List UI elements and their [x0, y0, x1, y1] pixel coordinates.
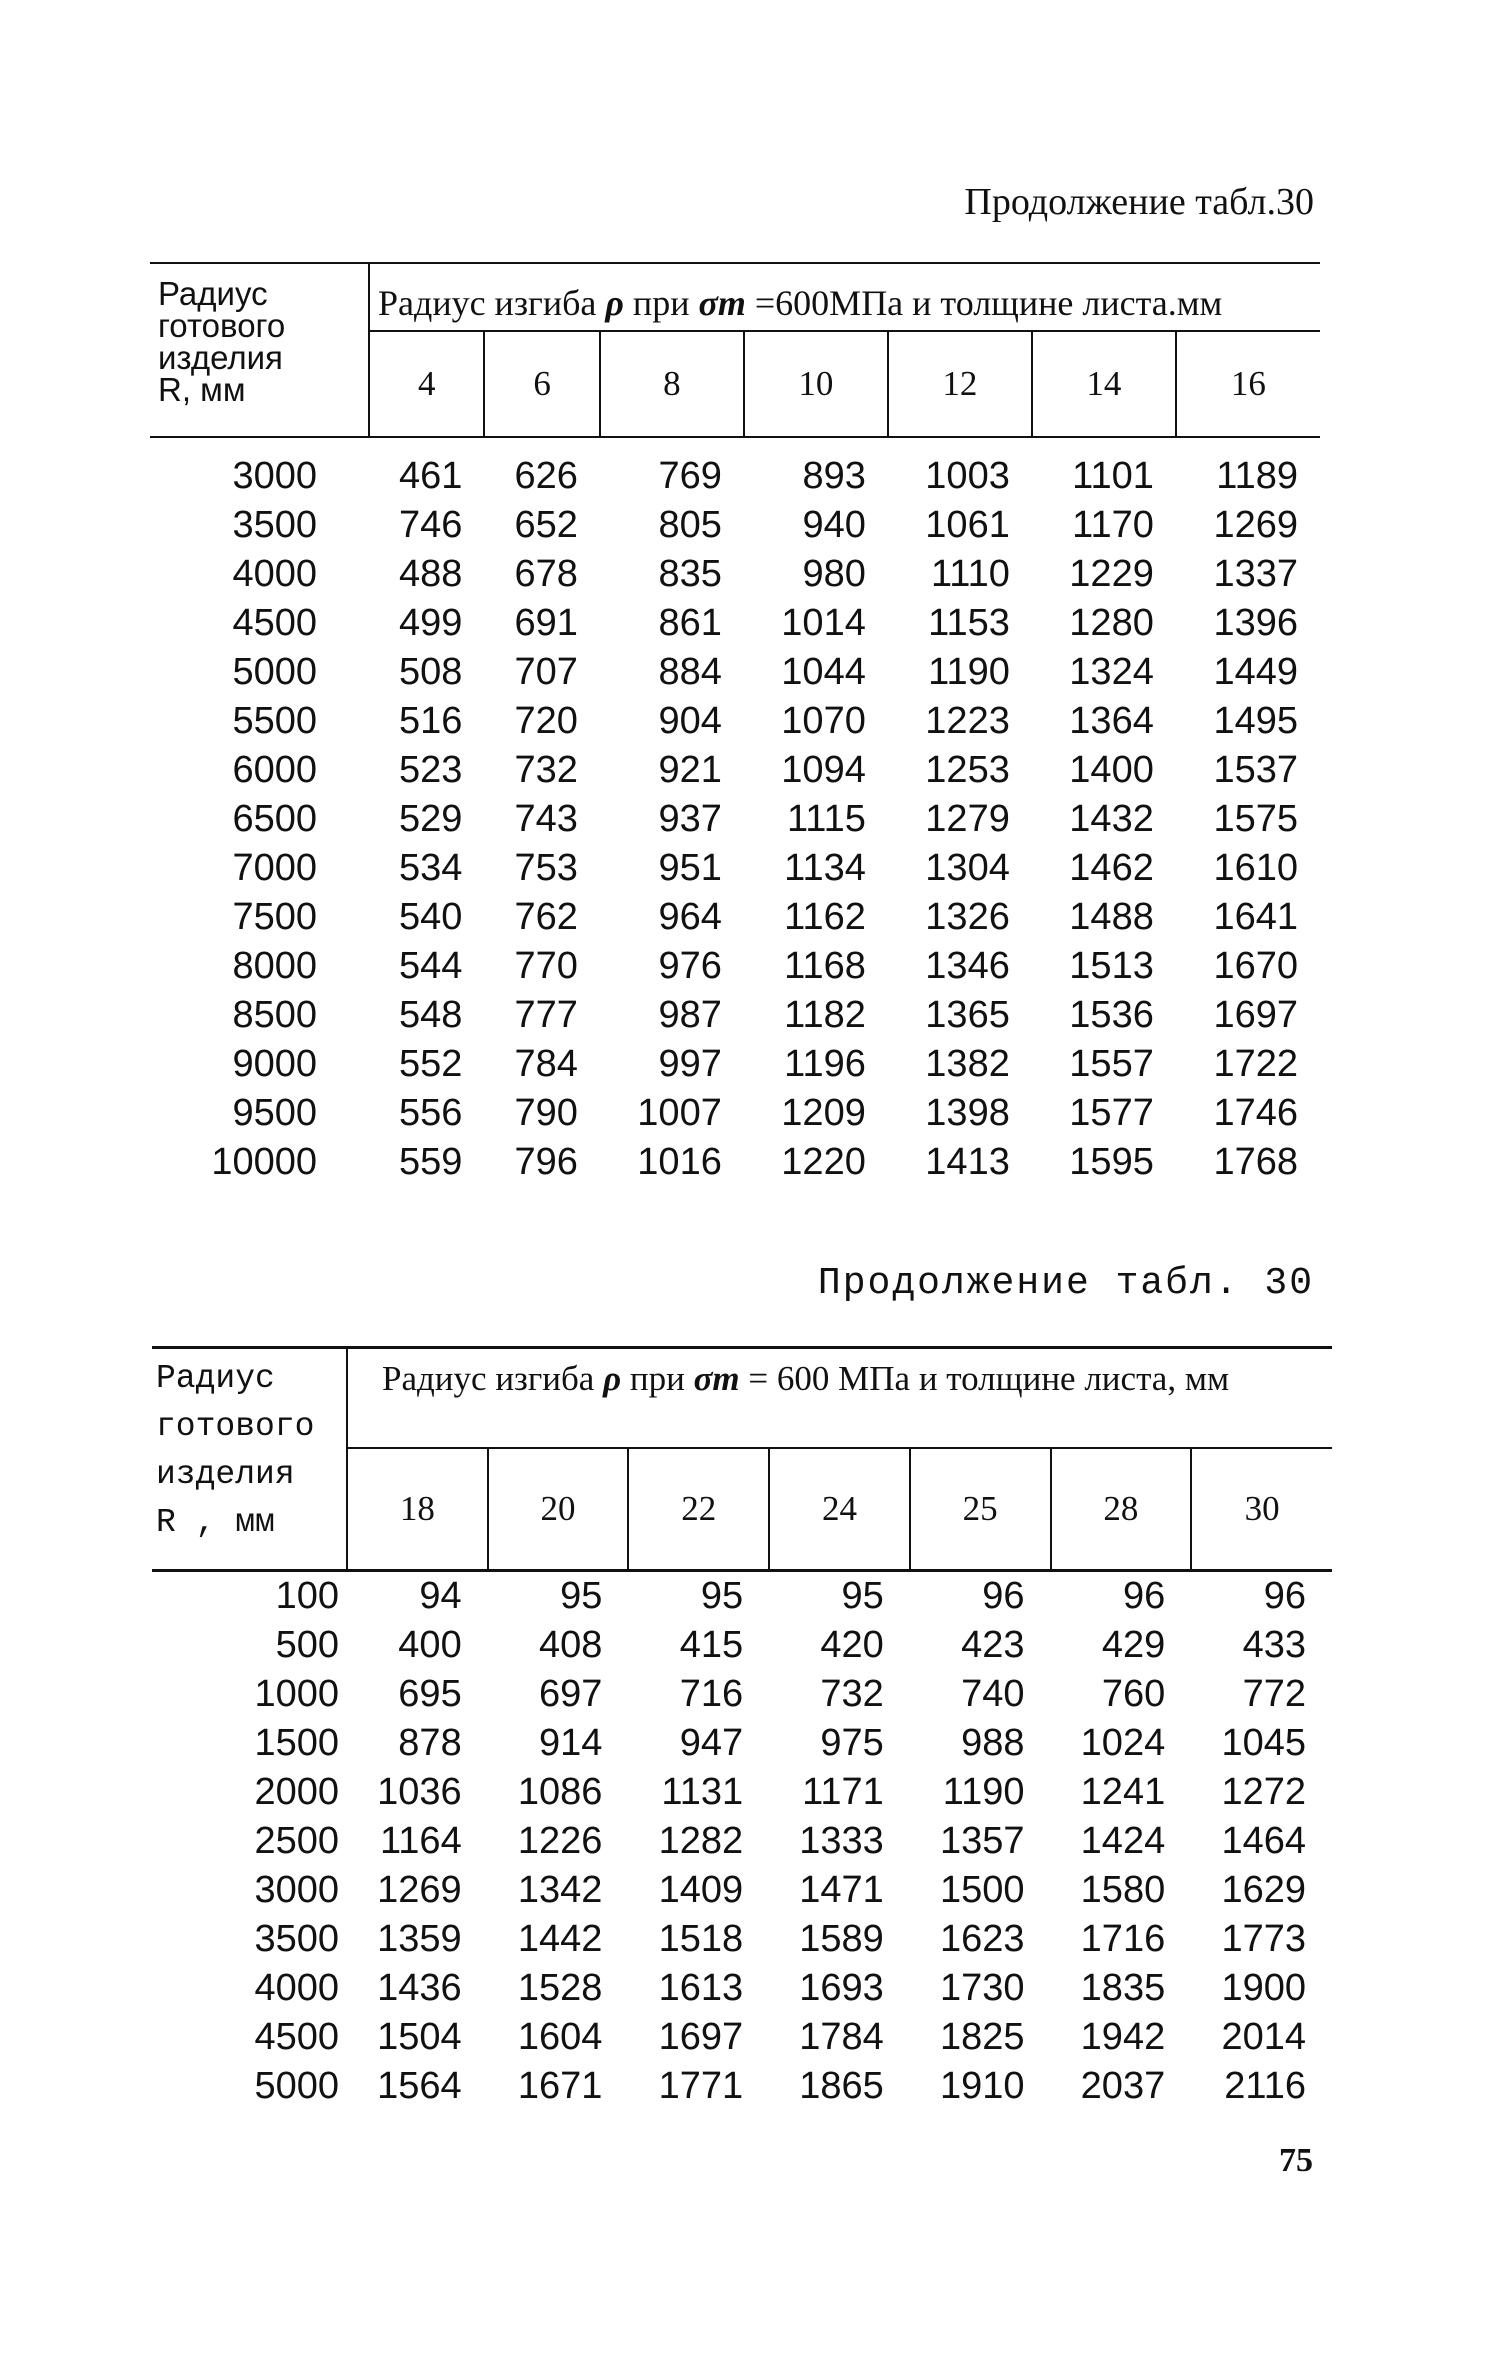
value-cell: 1595 — [1069, 1141, 1154, 1183]
value-cell: 1253 — [925, 749, 1010, 791]
value-cell: 1326 — [925, 896, 1010, 938]
value-cell: 1333 — [799, 1819, 884, 1862]
value-cell: 878 — [398, 1721, 462, 1764]
value-cell: 1359 — [377, 1917, 462, 1960]
value-cell: 964 — [658, 896, 722, 938]
value-cell: 1396 — [1213, 602, 1298, 644]
value-cell: 1269 — [377, 1868, 462, 1911]
radius-cell: 500 — [275, 1623, 339, 1666]
radius-cell: 3000 — [232, 455, 317, 497]
rho-symbol: ρ — [605, 283, 624, 323]
value-cell: 697 — [539, 1672, 603, 1715]
value-cell: 1196 — [784, 1043, 866, 1085]
value-cell: 1716 — [1080, 1917, 1166, 1960]
value-cell: 1190 — [942, 1770, 1025, 1813]
thickness-column-header: 30 — [1191, 1448, 1332, 1571]
value-cell: 548 — [399, 994, 463, 1036]
value-cell: 95 — [700, 1574, 744, 1617]
radius-cell: 3000 — [254, 1868, 339, 1911]
value-cell: 1942 — [1080, 2015, 1166, 2058]
value-cell: 1471 — [799, 1868, 884, 1911]
value-cell: 1241 — [1080, 1770, 1166, 1813]
value-cell: 1168 — [784, 945, 866, 987]
value-cell: 1007 — [637, 1092, 722, 1134]
radius-cell: 100 — [275, 1574, 339, 1617]
value-cell: 921 — [658, 749, 722, 791]
table-row — [150, 437, 1320, 501]
value-cell: 1229 — [1069, 553, 1154, 595]
value-cell: 1575 — [1213, 798, 1298, 840]
value-cell: 1641 — [1213, 896, 1298, 938]
radius-cell: 5500 — [232, 700, 317, 742]
value-cell: 1436 — [377, 1966, 462, 2009]
value-cell: 1464 — [1221, 1819, 1306, 1862]
value-cell: 987 — [658, 994, 722, 1036]
value-cell: 95 — [841, 1574, 884, 1617]
value-cell: 1697 — [1213, 994, 1298, 1036]
thickness-column-header: 6 — [484, 331, 599, 437]
table-row — [150, 648, 1320, 697]
thickness-span-header — [369, 263, 1320, 331]
radius-cell: 2500 — [254, 1819, 339, 1862]
value-cell: 1462 — [1069, 847, 1154, 889]
value-cell: 1045 — [1221, 1721, 1306, 1764]
value-cell: 1413 — [925, 1141, 1010, 1183]
thickness-column-header: 20 — [488, 1448, 629, 1571]
value-cell: 1036 — [377, 1770, 462, 1813]
value-cell: 1398 — [925, 1092, 1010, 1134]
value-cell: 1722 — [1213, 1043, 1298, 1085]
value-cell: 1014 — [781, 602, 866, 644]
radius-cell: 1500 — [254, 1721, 339, 1764]
value-cell: 1449 — [1213, 651, 1298, 693]
value-cell: 1528 — [517, 1966, 603, 2009]
radius-cell: 4000 — [232, 553, 317, 595]
value-cell: 499 — [399, 602, 463, 644]
value-cell: 1094 — [781, 749, 866, 791]
stub-line: готового — [156, 1408, 315, 1445]
value-cell: 1835 — [1080, 1966, 1166, 2009]
value-cell: 1282 — [658, 1819, 744, 1862]
value-cell: 796 — [514, 1141, 578, 1183]
value-cell: 732 — [820, 1672, 884, 1715]
value-cell: 400 — [398, 1623, 462, 1666]
value-cell: 1746 — [1213, 1092, 1298, 1134]
value-cell: 552 — [399, 1043, 463, 1085]
table-row — [150, 893, 1320, 942]
value-cell: 1773 — [1221, 1917, 1306, 1960]
span-header-text: Радиус изгиба — [378, 283, 606, 323]
value-cell: 835 — [658, 553, 722, 595]
value-cell: 96 — [1122, 1574, 1166, 1617]
table-row — [150, 1089, 1320, 1138]
value-cell: 784 — [514, 1043, 578, 1085]
value-cell: 769 — [658, 455, 722, 497]
thickness-column-header: 25 — [910, 1448, 1051, 1571]
radius-cell: 1000 — [254, 1672, 339, 1715]
value-cell: 1537 — [1213, 749, 1298, 791]
value-cell: 1604 — [517, 2015, 603, 2058]
value-cell: 433 — [1242, 1623, 1306, 1666]
table-row — [150, 942, 1320, 991]
value-cell: 1504 — [377, 2015, 462, 2058]
table1-caption: Продолжение табл.30 — [964, 181, 1314, 223]
table-row — [152, 1670, 1332, 1719]
value-cell: 1500 — [939, 1868, 1025, 1911]
value-cell: 1409 — [658, 1868, 744, 1911]
value-cell: 947 — [679, 1721, 744, 1764]
value-cell: 746 — [399, 504, 463, 546]
value-cell: 1589 — [799, 1917, 884, 1960]
value-cell: 94 — [419, 1574, 462, 1617]
value-cell: 556 — [399, 1092, 463, 1134]
value-cell: 988 — [961, 1721, 1025, 1764]
span-header-text: = 600 МПа и толщине листа, мм — [739, 1359, 1230, 1398]
stub-line: Радиус — [156, 1360, 275, 1397]
value-cell: 540 — [399, 896, 463, 938]
radius-cell: 2000 — [254, 1770, 339, 1813]
value-cell: 95 — [560, 1574, 603, 1617]
value-cell: 1003 — [925, 455, 1010, 497]
value-cell: 1495 — [1213, 700, 1298, 742]
thickness-column-header: 14 — [1032, 331, 1176, 437]
value-cell: 1115 — [786, 798, 866, 840]
radius-cell: 3500 — [254, 1917, 339, 1960]
value-cell: 940 — [802, 504, 866, 546]
span-header-text: при — [621, 1359, 694, 1398]
stub-line: готового — [158, 307, 286, 344]
value-cell: 2014 — [1221, 2015, 1306, 2058]
value-cell: 1024 — [1080, 1721, 1166, 1764]
value-cell: 1342 — [517, 1868, 603, 1911]
value-cell: 893 — [802, 455, 866, 497]
value-cell: 1671 — [517, 2064, 603, 2107]
value-cell: 678 — [514, 553, 578, 595]
value-cell: 1269 — [1213, 504, 1298, 546]
value-cell: 716 — [679, 1672, 744, 1715]
table-row — [150, 1040, 1320, 1089]
table-row — [150, 844, 1320, 893]
value-cell: 559 — [399, 1141, 463, 1183]
value-cell: 1432 — [1069, 798, 1154, 840]
value-cell: 695 — [398, 1672, 462, 1715]
value-cell: 429 — [1101, 1623, 1166, 1666]
table-row — [150, 599, 1320, 648]
value-cell: 1382 — [925, 1043, 1010, 1085]
value-cell: 884 — [658, 651, 722, 693]
value-cell: 1134 — [784, 847, 866, 889]
radius-cell: 7500 — [232, 896, 317, 938]
value-cell: 516 — [399, 700, 463, 742]
value-cell: 1357 — [939, 1819, 1025, 1862]
stub-header — [150, 263, 369, 437]
table-row — [152, 1570, 1332, 1621]
value-cell: 1162 — [784, 896, 866, 938]
thickness-column-header: 28 — [1051, 1448, 1192, 1571]
value-cell: 461 — [399, 455, 463, 497]
value-cell: 1337 — [1213, 553, 1298, 595]
table-row — [150, 501, 1320, 550]
thickness-column-header: 16 — [1176, 331, 1320, 437]
value-cell: 805 — [658, 504, 722, 546]
bend-radius-table-1 — [150, 262, 1320, 1187]
value-cell: 1272 — [1221, 1770, 1306, 1813]
value-cell: 1613 — [658, 1966, 744, 2009]
value-cell: 1693 — [799, 1966, 884, 2009]
value-cell: 976 — [658, 945, 722, 987]
stub-header — [152, 1348, 347, 1571]
radius-cell: 5000 — [254, 2064, 339, 2107]
value-cell: 1061 — [925, 504, 1010, 546]
value-cell: 1623 — [939, 1917, 1025, 1960]
value-cell: 2116 — [1224, 2064, 1306, 2107]
value-cell: 544 — [399, 945, 463, 987]
radius-cell: 6500 — [232, 798, 317, 840]
value-cell: 488 — [399, 553, 463, 595]
value-cell: 1577 — [1069, 1092, 1154, 1134]
value-cell: 1153 — [928, 602, 1010, 644]
value-cell: 937 — [658, 798, 722, 840]
value-cell: 861 — [658, 602, 722, 644]
value-cell: 1279 — [925, 798, 1010, 840]
value-cell: 770 — [514, 945, 578, 987]
value-cell: 904 — [658, 700, 722, 742]
value-cell: 753 — [514, 847, 578, 889]
value-cell: 980 — [802, 553, 866, 595]
value-cell: 1365 — [925, 994, 1010, 1036]
table-row — [152, 1915, 1332, 1964]
value-cell: 1226 — [517, 1819, 603, 1862]
value-cell: 1304 — [925, 847, 1010, 889]
value-cell: 1442 — [517, 1917, 603, 1960]
value-cell: 1730 — [939, 1966, 1025, 2009]
value-cell: 1629 — [1221, 1868, 1306, 1911]
value-cell: 423 — [961, 1623, 1025, 1666]
value-cell: 1697 — [658, 2015, 744, 2058]
value-cell: 1131 — [661, 1770, 744, 1813]
value-cell: 1016 — [637, 1141, 722, 1183]
table-row — [150, 550, 1320, 599]
stub-line: изделия — [156, 1456, 295, 1493]
value-cell: 1865 — [799, 2064, 884, 2107]
value-cell: 1170 — [1072, 504, 1154, 546]
value-cell: 740 — [961, 1672, 1025, 1715]
value-cell: 1324 — [1069, 651, 1154, 693]
table-row — [150, 795, 1320, 844]
value-cell: 1189 — [1216, 455, 1298, 497]
table-row — [152, 1719, 1332, 1768]
radius-cell: 6000 — [232, 749, 317, 791]
value-cell: 96 — [982, 1574, 1025, 1617]
value-cell: 534 — [399, 847, 463, 889]
stub-line: изделия — [158, 339, 283, 376]
value-cell: 626 — [514, 455, 578, 497]
value-cell: 707 — [514, 651, 578, 693]
span-header-text: =600МПа и толщине листа.мм — [745, 283, 1223, 323]
value-cell: 790 — [514, 1092, 578, 1134]
table-row — [150, 697, 1320, 746]
bend-radius-table-2 — [152, 1346, 1332, 2111]
thickness-column-header: 22 — [628, 1448, 769, 1571]
value-cell: 777 — [514, 994, 578, 1036]
value-cell: 1536 — [1069, 994, 1154, 1036]
thickness-column-header: 18 — [347, 1448, 488, 1571]
sigma-symbol: σт — [698, 283, 746, 323]
value-cell: 1209 — [781, 1092, 866, 1134]
value-cell: 523 — [399, 749, 463, 791]
stub-line: Радиус — [158, 275, 268, 312]
table-row — [152, 1964, 1332, 2013]
thickness-column-header: 10 — [744, 331, 888, 437]
value-cell: 1346 — [925, 945, 1010, 987]
value-cell: 529 — [399, 798, 463, 840]
value-cell: 1044 — [781, 651, 866, 693]
value-cell: 1223 — [925, 700, 1010, 742]
radius-cell: 3500 — [232, 504, 317, 546]
value-cell: 1557 — [1069, 1043, 1154, 1085]
table-row — [152, 1621, 1332, 1670]
thickness-column-header: 8 — [600, 331, 744, 437]
value-cell: 762 — [514, 896, 578, 938]
span-header-text: Радиус изгиба — [382, 1359, 604, 1398]
value-cell: 420 — [820, 1623, 884, 1666]
table-row — [152, 2013, 1332, 2062]
value-cell: 772 — [1242, 1672, 1306, 1715]
value-cell: 951 — [658, 847, 722, 889]
value-cell: 1518 — [658, 1917, 744, 1960]
value-cell: 1171 — [802, 1770, 884, 1813]
thickness-column-header: 12 — [888, 331, 1032, 437]
value-cell: 732 — [514, 749, 578, 791]
value-cell: 1086 — [517, 1770, 603, 1813]
value-cell: 1101 — [1072, 455, 1154, 497]
value-cell: 1580 — [1080, 1868, 1166, 1911]
value-cell: 1910 — [939, 2064, 1025, 2107]
page-number: 75 — [1279, 2142, 1313, 2179]
value-cell: 1220 — [781, 1141, 866, 1183]
value-cell: 1610 — [1213, 847, 1298, 889]
value-cell: 743 — [514, 798, 578, 840]
value-cell: 997 — [658, 1043, 722, 1085]
stub-line: R , мм — [156, 1504, 275, 1541]
value-cell: 1771 — [658, 2064, 744, 2107]
thickness-span-header — [347, 1348, 1332, 1448]
value-cell: 1670 — [1213, 945, 1298, 987]
value-cell: 1070 — [781, 700, 866, 742]
value-cell: 2037 — [1080, 2064, 1166, 2107]
value-cell: 1110 — [930, 553, 1010, 595]
value-cell: 1488 — [1069, 896, 1154, 938]
value-cell: 415 — [679, 1623, 744, 1666]
span-header-text: при — [623, 283, 699, 323]
table-row — [150, 991, 1320, 1040]
radius-cell: 9000 — [232, 1043, 317, 1085]
radius-cell: 8500 — [232, 994, 317, 1036]
table-row — [150, 746, 1320, 795]
stub-line: R, мм — [158, 371, 246, 408]
radius-cell: 4000 — [254, 1966, 339, 2009]
value-cell: 720 — [514, 700, 578, 742]
radius-cell: 9500 — [232, 1092, 317, 1134]
value-cell: 1400 — [1069, 749, 1154, 791]
value-cell: 914 — [539, 1721, 603, 1764]
value-cell: 508 — [399, 651, 463, 693]
radius-cell: 4500 — [232, 602, 317, 644]
value-cell: 1900 — [1221, 1966, 1306, 2009]
value-cell: 1564 — [377, 2064, 462, 2107]
radius-cell: 8000 — [232, 945, 317, 987]
value-cell: 1190 — [928, 651, 1010, 693]
value-cell: 1513 — [1069, 945, 1154, 987]
value-cell: 691 — [514, 602, 578, 644]
radius-cell: 10000 — [211, 1141, 317, 1183]
value-cell: 1784 — [799, 2015, 884, 2058]
thickness-column-header: 4 — [369, 331, 484, 437]
value-cell: 1364 — [1069, 700, 1154, 742]
value-cell: 1424 — [1080, 1819, 1166, 1862]
table-row — [152, 1817, 1332, 1866]
thickness-column-header: 24 — [769, 1448, 910, 1571]
value-cell: 975 — [820, 1721, 884, 1764]
radius-cell: 7000 — [232, 847, 317, 889]
value-cell: 652 — [514, 504, 578, 546]
radius-cell: 4500 — [254, 2015, 339, 2058]
rho-symbol: ρ — [603, 1359, 622, 1398]
table-row — [152, 2062, 1332, 2111]
value-cell: 1280 — [1069, 602, 1154, 644]
sigma-symbol: σт — [693, 1359, 740, 1398]
table-row — [152, 1866, 1332, 1915]
table-row — [150, 1138, 1320, 1187]
value-cell: 760 — [1101, 1672, 1166, 1715]
value-cell: 1768 — [1213, 1141, 1298, 1183]
value-cell: 1164 — [379, 1819, 462, 1862]
value-cell: 408 — [539, 1623, 603, 1666]
radius-cell: 5000 — [232, 651, 317, 693]
table-row — [152, 1768, 1332, 1817]
table2-caption: Продолжение табл. 30 — [817, 1262, 1314, 1305]
value-cell: 96 — [1263, 1574, 1306, 1617]
value-cell: 1182 — [784, 994, 866, 1036]
value-cell: 1825 — [939, 2015, 1025, 2058]
